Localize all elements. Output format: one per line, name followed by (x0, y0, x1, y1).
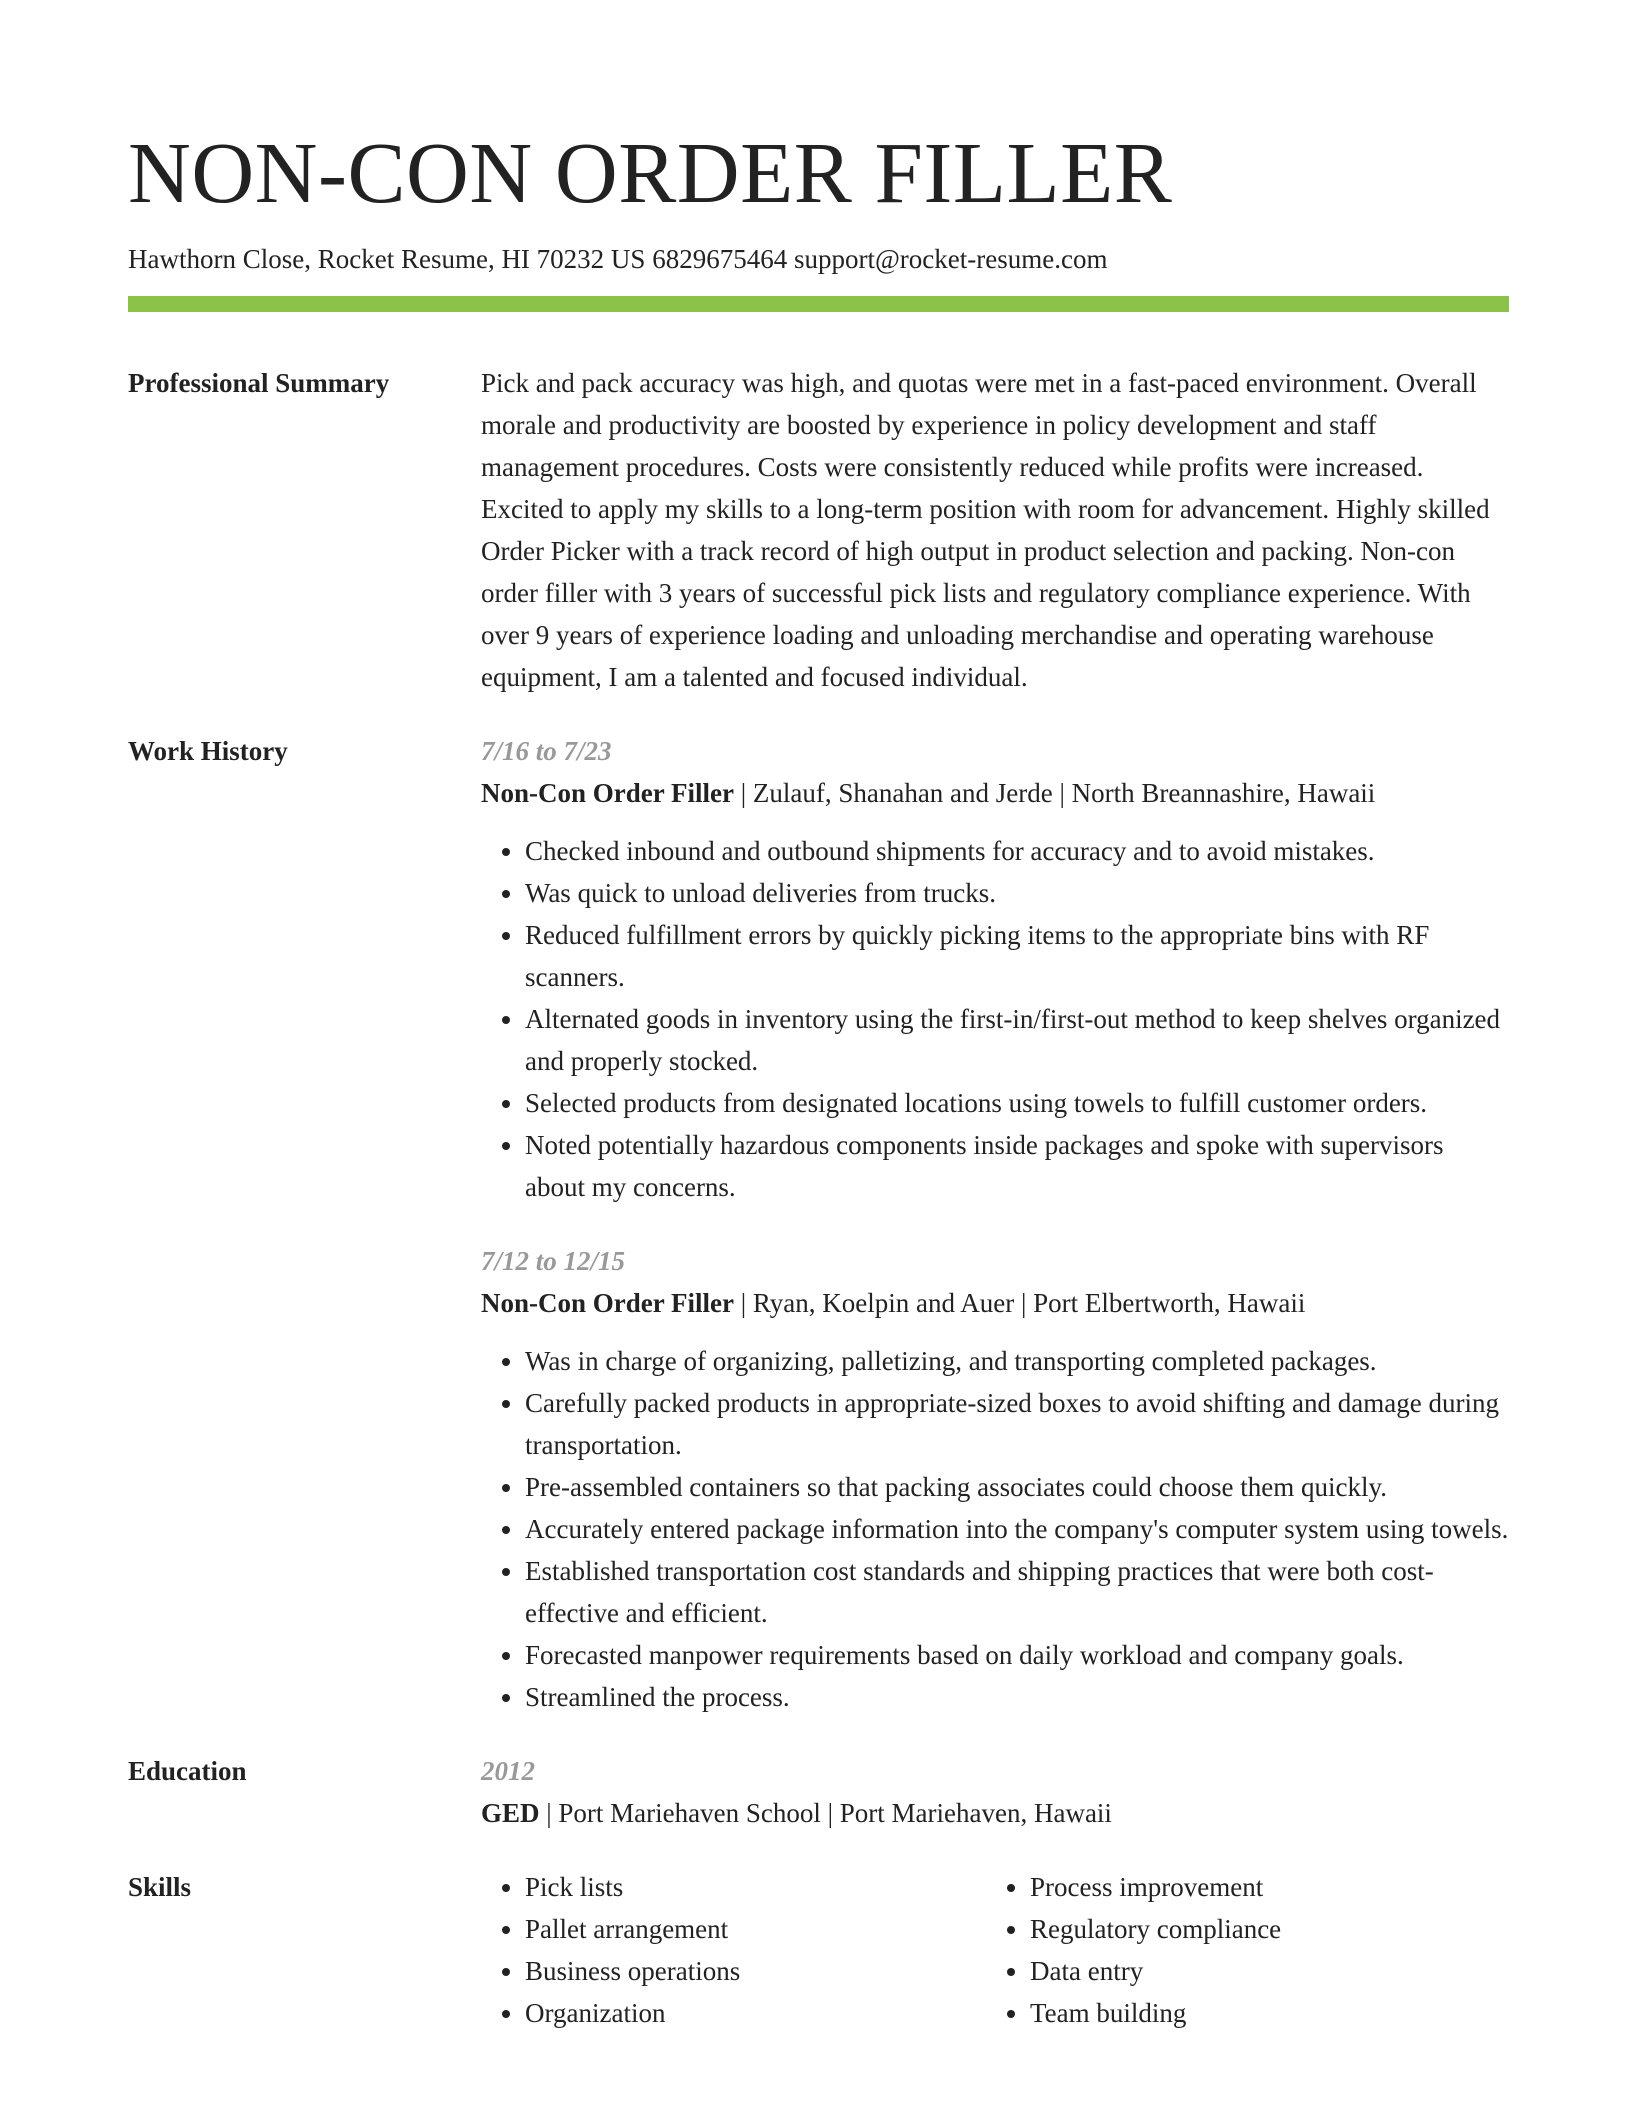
job-bullet: • Carefully packed products in appropriate-sized boxes to avoid shifting and damage during transportation. (525, 1382, 1509, 1466)
skill-item: • Regulatory compliance (1030, 1908, 1490, 1950)
skill-item: • Team building (1030, 1992, 1490, 2034)
job-bullet: • Streamlined the process. (525, 1676, 1509, 1718)
education-body (481, 1750, 1509, 1834)
skills-column-right (986, 1866, 1490, 2034)
contact-line: Hawthorn Close, Rocket Resume, HI 70232 US 6829675464 support@rocket-resume.com (128, 244, 1108, 274)
job-entry (481, 730, 1509, 1208)
job-dates: 7/16 to 7/23 (481, 736, 612, 766)
job-bullet: • Noted potentially hazardous components inside packages and spoke with supervisors about my concerns. (525, 1124, 1509, 1208)
job-bullet: • Was quick to unload deliveries from trucks. (525, 872, 1509, 914)
job-entry (481, 1240, 1509, 1718)
resume-page (128, 0, 1509, 2034)
skill-item: • Process improvement (1030, 1866, 1490, 1908)
job-employer-location: | Ryan, Koelpin and Auer | Port Elbertworth, Hawaii (733, 1288, 1306, 1318)
education-year: 2012 (481, 1756, 535, 1786)
job-bullet: • Accurately entered package information into the company's computer system using towels. (525, 1508, 1509, 1550)
job-bullet: • Forecasted manpower requirements based on daily workload and company goals. (525, 1634, 1509, 1676)
accent-divider (128, 296, 1509, 312)
summary-section (128, 362, 1509, 698)
summary-body (481, 362, 1509, 698)
education-section (128, 1750, 1509, 1834)
education-degree: GED (481, 1798, 540, 1828)
job-bullet: • Reduced fulfillment errors by quickly picking items to the appropriate bins with RF scanners. (525, 914, 1509, 998)
skills-column-left (481, 1866, 986, 2034)
skills-heading: Skills (128, 1872, 192, 1902)
job-dates: 7/12 to 12/15 (481, 1246, 626, 1276)
job-bullet: • Selected products from designated locations using towels to fulfill customer orders. (525, 1082, 1509, 1124)
skills-section (128, 1866, 1509, 2034)
skill-item: • Data entry (1030, 1950, 1490, 1992)
education-school-location: | Port Mariehaven School | Port Mariehaven, Hawaii (539, 1798, 1112, 1828)
candidate-name: NON-CON ORDER FILLER (128, 124, 1173, 221)
skill-item: • Pallet arrangement (525, 1908, 986, 1950)
job-bullet: • Alternated goods in inventory using the first-in/first-out method to keep shelves organized and properly stocked. (525, 998, 1509, 1082)
summary-text: Pick and pack accuracy was high, and quotas were met in a fast-paced environment. Overall morale and productivity are boosted by experience in policy development and staff management procedures. Costs were consistently reduced while profits were increased. Excited to apply my skills to a long-term position with room for advancement. Highly skilled Order Picker with a track record of high output in product selection and packing. Non-con order filler with 3 years of successful pick lists and regulatory compliance experience. With over 9 years of experience loading and unloading merchandise and operating warehouse equipment, I am a talented and focused individual. (481, 368, 1490, 692)
job-bullet: • Checked inbound and outbound shipments for accuracy and to avoid mistakes. (525, 830, 1509, 872)
work-history-body (481, 730, 1509, 1718)
job-bullet: • Pre-assembled containers so that packing associates could choose them quickly. (525, 1466, 1509, 1508)
skills-grid (481, 1866, 1509, 2034)
skill-item: • Business operations (525, 1950, 986, 1992)
job-title: Non-Con Order Filler (481, 778, 734, 808)
job-bullet: • Established transportation cost standards and shipping practices that were both cost-effective and efficient. (525, 1550, 1509, 1634)
work-history-section (128, 730, 1509, 1718)
job-heading (481, 772, 1509, 814)
job-bullets (481, 830, 1509, 1208)
skill-item: • Organization (525, 1992, 986, 2034)
job-title: Non-Con Order Filler (481, 1288, 734, 1318)
summary-heading: Professional Summary (128, 368, 390, 398)
job-heading (481, 1282, 1509, 1324)
job-bullets (481, 1340, 1509, 1718)
work-history-heading: Work History (128, 736, 288, 766)
job-employer-location: | Zulauf, Shanahan and Jerde | North Breannashire, Hawaii (733, 778, 1376, 808)
education-heading: Education (128, 1756, 247, 1786)
education-entry (481, 1792, 1509, 1834)
skills-body (481, 1866, 1509, 2034)
skill-item: • Pick lists (525, 1866, 986, 1908)
job-bullet: • Was in charge of organizing, palletizing, and transporting completed packages. (525, 1340, 1509, 1382)
